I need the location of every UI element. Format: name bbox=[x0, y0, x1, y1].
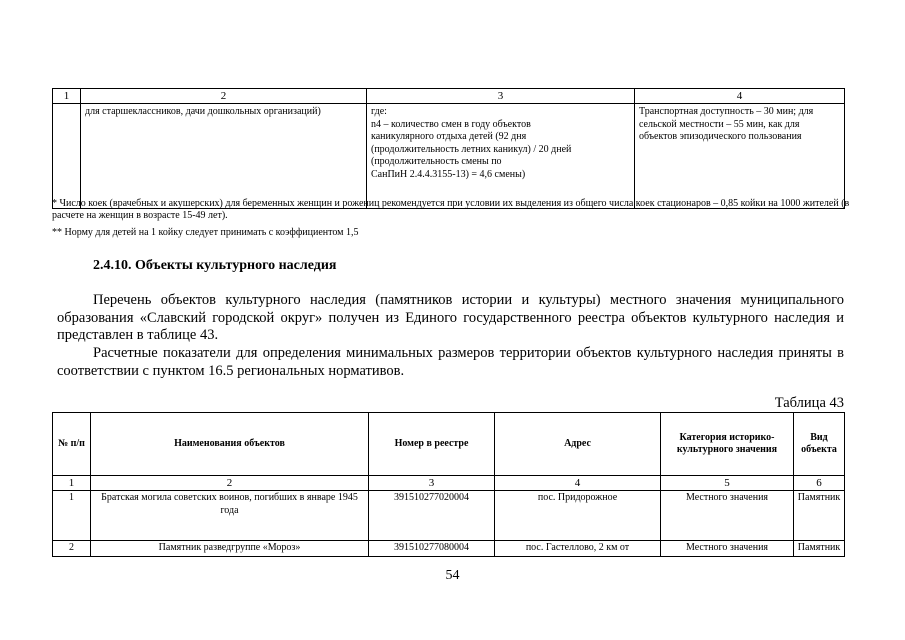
header-name: Наименования объектов bbox=[91, 413, 369, 476]
header-type: Вид объекта bbox=[794, 413, 845, 476]
paragraph-1-text: Перечень объектов культурного наследия (памятников истории и культуры) местного значения муниципального образования «Славский городской округ» получен из Единого государственного реестра объектов культурного наследия и представлен в таблице 43. bbox=[57, 292, 844, 343]
column-number: 2 bbox=[91, 476, 369, 491]
header-num: № п/п bbox=[53, 413, 91, 476]
footnote-2: ** Норму для детей на 1 койку следует принимать с коэффициентом 1,5 bbox=[52, 227, 359, 238]
row-type: Памятник bbox=[794, 541, 845, 557]
col-header: 1 bbox=[53, 89, 81, 104]
column-number-row bbox=[53, 476, 845, 491]
table-row bbox=[53, 541, 845, 557]
cell-num bbox=[53, 104, 81, 209]
header-registry: Номер в реестре bbox=[369, 413, 495, 476]
row-registry: 391510277020004 bbox=[369, 491, 495, 541]
paragraph-1 bbox=[57, 292, 844, 345]
continuation-table bbox=[52, 88, 845, 209]
cell-formula bbox=[367, 104, 635, 209]
continuation-table-row bbox=[53, 104, 845, 209]
table-caption: Таблица 43 bbox=[774, 395, 844, 411]
page-number: 54 bbox=[445, 568, 460, 583]
formula-line: СанПиН 2.4.4.3155-13) = 4,6 смены) bbox=[371, 168, 526, 180]
row-address: пос. Придорожное bbox=[495, 491, 661, 541]
col-header: 3 bbox=[367, 89, 635, 104]
formula-line: где: bbox=[371, 106, 387, 117]
row-type: Памятник bbox=[794, 491, 845, 541]
row-registry: 391510277080004 bbox=[369, 541, 495, 557]
row-num: 2 bbox=[53, 541, 91, 557]
column-number: 5 bbox=[661, 476, 794, 491]
header-address: Адрес bbox=[495, 413, 661, 476]
column-number: 1 bbox=[53, 476, 91, 491]
table-row bbox=[53, 491, 845, 541]
row-category: Местного значения bbox=[661, 491, 794, 541]
col-header: 2 bbox=[81, 89, 367, 104]
row-address: пос. Гастеллово, 2 км от bbox=[495, 541, 661, 557]
row-num: 1 bbox=[53, 491, 91, 541]
column-number: 4 bbox=[495, 476, 661, 491]
footnote-1: * Число коек (врачебных и акушерских) для беременных женщин и рожениц рекомендуется при условии их выделения из общего числа коек стационаров – 0,85 койки на 1000 жителей (в расчете на женщин в возрасте 15-49 лет). bbox=[52, 198, 850, 221]
row-name: Памятник разведгруппе «Мороз» bbox=[91, 541, 369, 557]
formula-line: каникулярного отдыха детей (92 дня bbox=[371, 131, 527, 142]
formula-line: (продолжительность летних каникул) / 20 дней bbox=[371, 143, 572, 155]
continuation-table-header bbox=[53, 89, 845, 104]
cell-description: для старшеклассников, дачи дошкольных организаций) bbox=[81, 104, 367, 209]
cell-accessibility: Транспортная доступность – 30 мин; для сельской местности – 55 мин, как для объектов эпизодического пользования bbox=[635, 104, 845, 209]
column-number: 6 bbox=[794, 476, 845, 491]
row-category: Местного значения bbox=[661, 541, 794, 557]
paragraph-2 bbox=[57, 345, 844, 380]
row-name: Братская могила советских воинов, погибших в январе 1945 года bbox=[91, 491, 369, 541]
header-category: Категория историко-культурного значения bbox=[661, 413, 794, 476]
paragraph-2-text: Расчетные показатели для определения минимальных размеров территории объектов культурного наследия приняты в соответствии с пунктом 16.5 региональных нормативов. bbox=[57, 345, 844, 379]
heritage-table-header bbox=[53, 413, 845, 476]
formula-line: (продолжительность смены по bbox=[371, 156, 502, 167]
formula-line: n4 – количество смен в году объектов bbox=[371, 118, 531, 130]
section-title: 2.4.10. Объекты культурного наследия bbox=[93, 258, 337, 273]
heritage-table bbox=[52, 412, 845, 557]
col-header: 4 bbox=[635, 89, 845, 104]
column-number: 3 bbox=[369, 476, 495, 491]
